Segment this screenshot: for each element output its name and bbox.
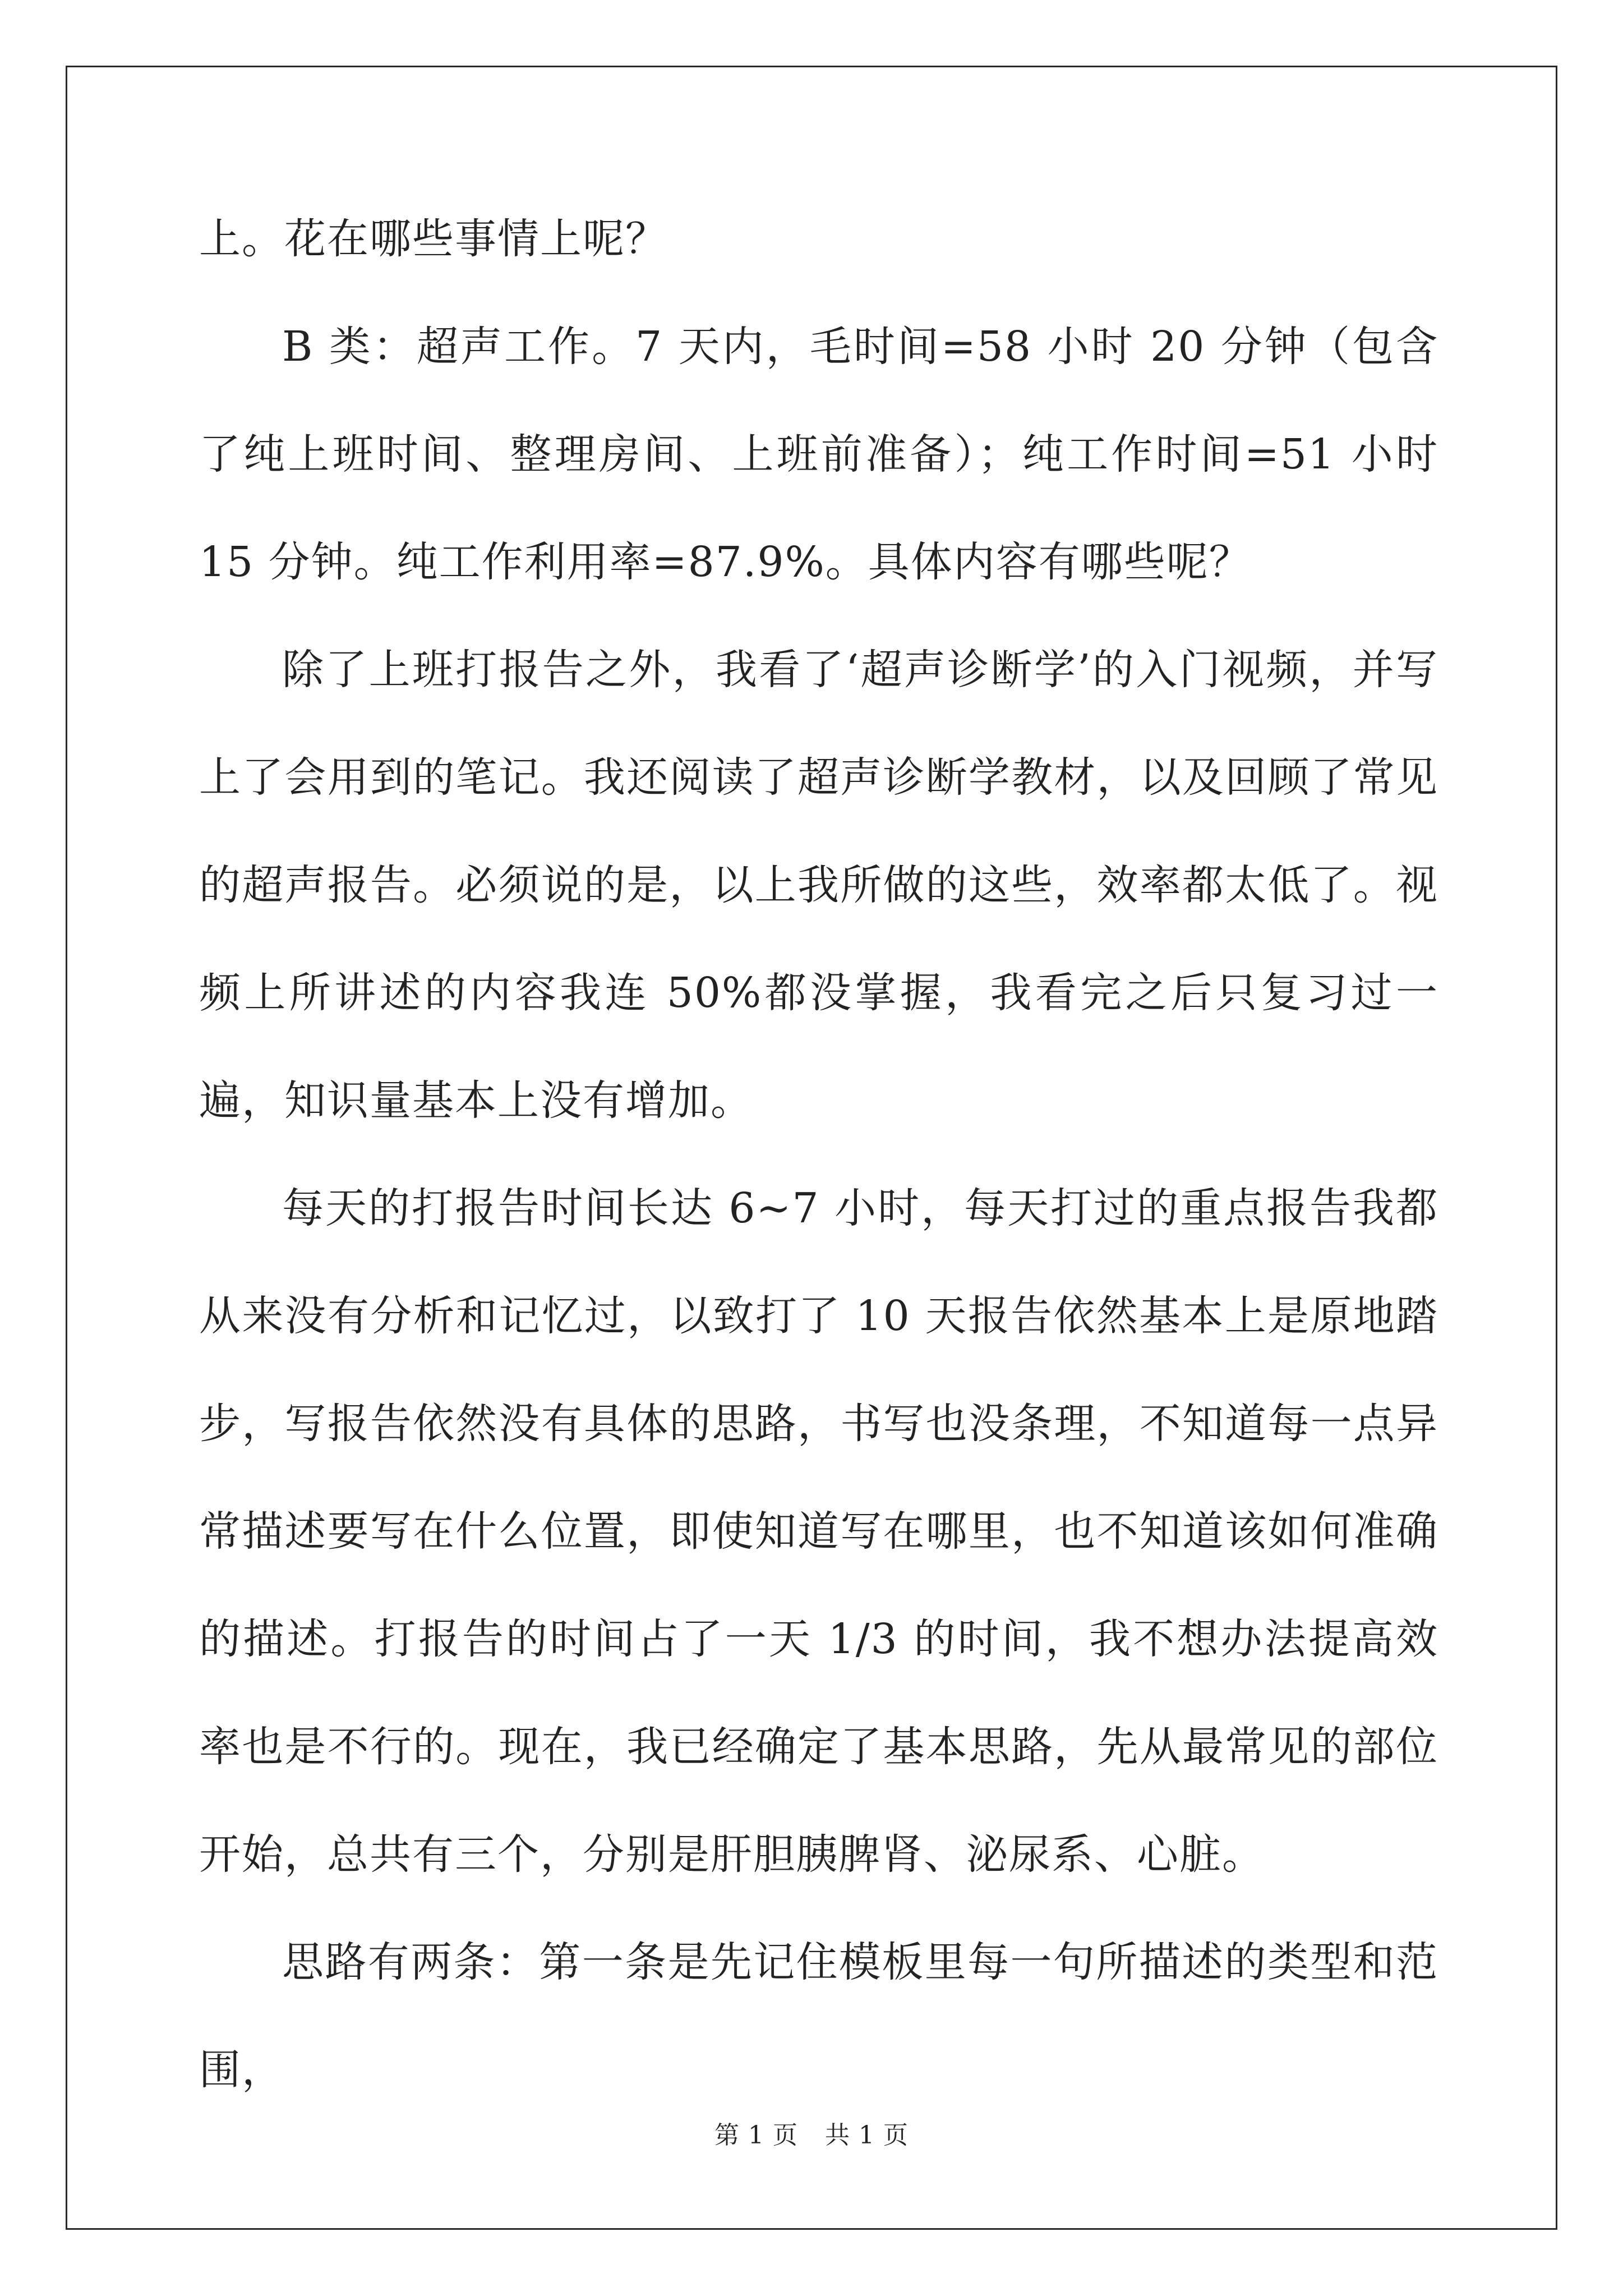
paragraph: 思路有两条：第一条是先记住模板里每一句所描述的类型和范围， <box>199 1938 1438 2094</box>
page-total: 共 1 页 <box>825 2121 909 2150</box>
page-footer <box>0 2115 1623 2151</box>
paragraph: 上。花在哪些事情上呢？ <box>199 215 668 263</box>
document-body <box>199 185 1438 2124</box>
paragraph: 每天的打报告时间长达 6~7 小时，每天打过的重点报告我都从来没有分析和记忆过，以致打了 10 天报告依然基本上是原地踏步，写报告依然没有具体的思路，书写也没条理，不知道每一点异常描述要写在什么位置，即使知道写在哪里，也不知道该如何准确的描述。打报告的时间占了一天 1/3 的时间，我不想办法提高效率也是不行的。现在，我已经确定了基本思路，先从最常见的部位开始，总共有三个，分别是肝胆胰脾肾、泌尿系、心脏。 <box>199 1184 1438 1879</box>
page-number: 第 1 页 <box>714 2121 798 2150</box>
paragraph: B 类：超声工作。7 天内，毛时间=58 小时 20 分钟（包含了纯上班时间、整理房间、上班前准备）；纯工作时间=51 小时 15 分钟。纯工作利用率=87.9%。具体内容有哪些呢？ <box>199 323 1438 586</box>
paragraph: 除了上班打报告之外，我看了‘超声诊断学’的入门视频，并写上了会用到的笔记。我还阅读了超声诊断学教材，以及回顾了常见的超声报告。必须说的是，以上我所做的这些，效率都太低了。视频上所讲述的内容我连 50%都没掌握，我看完之后只复习过一遍，知识量基本上没有增加。 <box>199 646 1438 1125</box>
